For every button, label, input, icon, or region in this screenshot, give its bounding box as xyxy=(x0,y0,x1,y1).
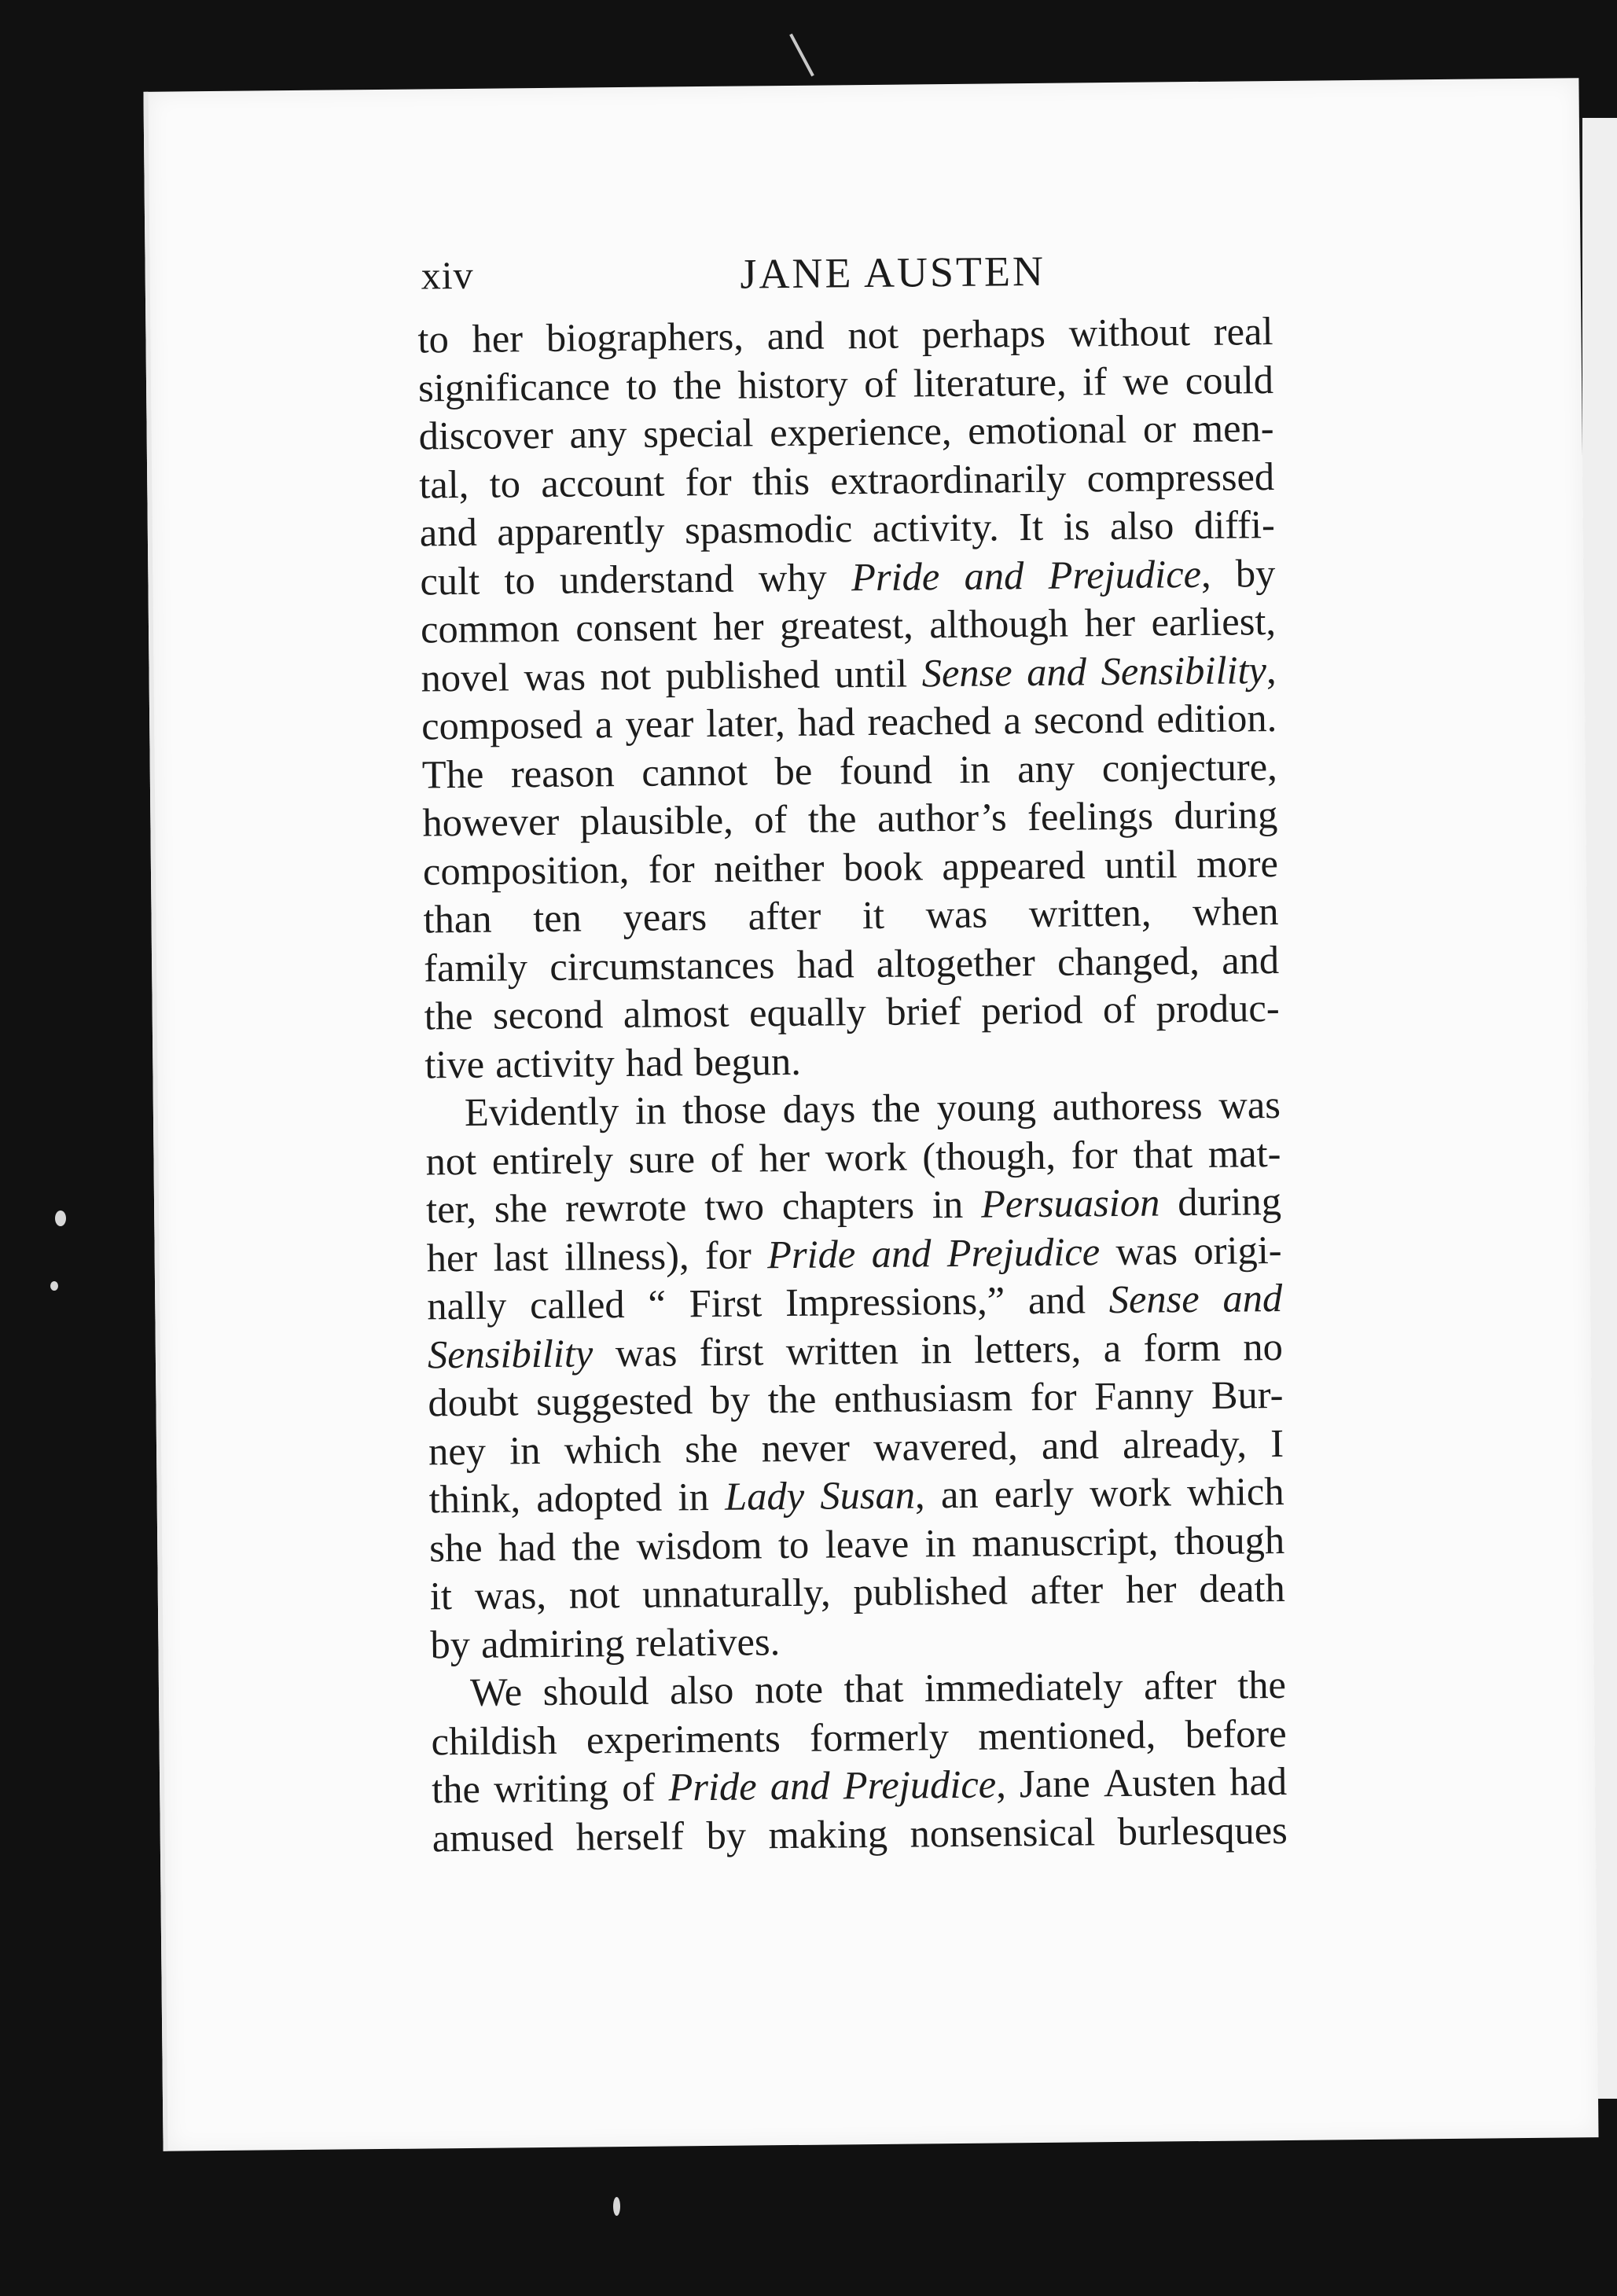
word: in xyxy=(959,747,990,792)
word: the xyxy=(1237,1662,1287,1707)
text-line xyxy=(426,1225,1282,1282)
word: greatest, xyxy=(779,602,914,648)
word: the xyxy=(767,1376,817,1422)
word: had xyxy=(498,1524,557,1570)
word: last xyxy=(493,1234,549,1280)
word: The xyxy=(421,751,484,796)
word: authoress xyxy=(1052,1082,1203,1129)
text-line xyxy=(421,597,1277,654)
word: before xyxy=(1185,1710,1287,1756)
word: it xyxy=(429,1574,453,1618)
word: any xyxy=(1016,745,1075,791)
word: this xyxy=(752,458,810,503)
word: not xyxy=(847,312,899,358)
word: letters, xyxy=(973,1325,1082,1372)
word: altogether xyxy=(876,939,1036,986)
word: had xyxy=(625,1039,683,1085)
word: discover xyxy=(418,412,554,458)
word: activity xyxy=(494,1040,615,1086)
word: amused xyxy=(432,1814,554,1860)
word: year xyxy=(625,701,694,746)
word: account xyxy=(541,459,665,505)
word: spasmodic xyxy=(684,506,853,553)
word: in xyxy=(509,1427,541,1472)
word: unnaturally, xyxy=(641,1570,831,1616)
word: immediately xyxy=(924,1663,1123,1710)
word: when xyxy=(1192,889,1279,935)
word: doubt xyxy=(428,1379,519,1425)
word: not xyxy=(568,1572,620,1617)
word: mentioned, xyxy=(978,1712,1156,1758)
word: written xyxy=(785,1328,899,1373)
text-line xyxy=(421,646,1277,703)
word: the xyxy=(672,362,722,407)
text-line xyxy=(430,1564,1286,1621)
word: Sense xyxy=(921,649,1012,695)
word: apparently xyxy=(497,508,665,554)
word: to xyxy=(504,557,535,602)
word: tive xyxy=(424,1041,485,1086)
word: by xyxy=(1235,550,1276,596)
text-line xyxy=(430,1612,1286,1669)
word: conjecture, xyxy=(1101,744,1277,790)
word: feelings xyxy=(1027,793,1154,839)
word: author’s xyxy=(876,795,1007,840)
word: edition. xyxy=(1156,696,1277,741)
text-line xyxy=(422,791,1278,847)
text-line xyxy=(431,1709,1287,1765)
word: during xyxy=(1174,792,1278,838)
scan-dust-speck xyxy=(50,1281,58,1291)
word: without xyxy=(1068,310,1191,355)
word: biographers, xyxy=(546,314,744,360)
word: It xyxy=(1018,504,1044,549)
word: the xyxy=(571,1523,621,1569)
word: neither xyxy=(713,845,825,891)
page-header xyxy=(421,244,1270,315)
word: she xyxy=(494,1185,548,1231)
word: no xyxy=(1243,1324,1284,1368)
text-line xyxy=(428,1371,1284,1427)
word: and xyxy=(964,553,1024,598)
word: sure xyxy=(628,1136,696,1181)
text-line xyxy=(420,501,1276,557)
scan-dust-speck xyxy=(55,1210,66,1226)
word: an xyxy=(940,1471,979,1517)
word: work xyxy=(825,1134,907,1180)
word: the xyxy=(431,1766,481,1812)
word: enthusiasm xyxy=(833,1375,1013,1421)
word: circumstances xyxy=(549,942,775,989)
word: mat- xyxy=(1207,1130,1281,1176)
word: a xyxy=(1003,698,1022,743)
text-line xyxy=(422,743,1278,799)
word: writing xyxy=(493,1765,609,1811)
word: origi- xyxy=(1193,1227,1282,1273)
word: Sensibility, xyxy=(1101,647,1277,693)
word: adopted xyxy=(536,1475,663,1521)
word: extraordinarily xyxy=(830,456,1067,502)
word: be xyxy=(774,748,813,793)
word: was xyxy=(524,653,586,699)
word: begun. xyxy=(693,1038,802,1084)
word: perhaps xyxy=(921,310,1046,357)
word: that xyxy=(843,1666,904,1711)
word: in xyxy=(634,1088,667,1133)
word: she xyxy=(428,1525,483,1570)
word: for xyxy=(648,846,695,891)
word: entirely xyxy=(491,1137,614,1183)
word: Pride xyxy=(851,553,940,599)
word: not xyxy=(425,1138,477,1183)
word: significance xyxy=(417,363,611,410)
word: her xyxy=(759,1135,810,1180)
text-line xyxy=(425,1129,1281,1185)
word: illness), xyxy=(564,1232,689,1279)
word: almost xyxy=(623,990,729,1037)
word: after xyxy=(1143,1662,1217,1708)
text-line xyxy=(432,1758,1288,1814)
text-line xyxy=(420,549,1276,606)
word: ney xyxy=(428,1428,487,1473)
word: Prejudice xyxy=(946,1229,1101,1275)
word: formerly xyxy=(809,1714,950,1760)
word: consent xyxy=(575,604,697,650)
word: appeared xyxy=(942,842,1086,888)
word: Lady xyxy=(724,1473,805,1519)
word: and xyxy=(766,313,825,358)
word: plausible, xyxy=(579,797,734,843)
word: Fanny xyxy=(1093,1373,1194,1419)
word: if xyxy=(1082,358,1108,403)
word: experiments xyxy=(586,1715,781,1762)
word: suggested xyxy=(535,1378,693,1424)
word: had xyxy=(797,700,855,744)
word: work xyxy=(1089,1470,1172,1515)
word: of xyxy=(1102,986,1137,1032)
text-line xyxy=(425,1081,1281,1137)
word: Persuasion xyxy=(980,1180,1160,1226)
word: also xyxy=(1109,503,1174,549)
word: real xyxy=(1213,309,1273,354)
word: the xyxy=(807,796,857,841)
word: reached xyxy=(867,698,991,744)
word: composed xyxy=(421,702,583,748)
word: was, xyxy=(474,1572,547,1618)
word: manuscript, xyxy=(972,1519,1159,1565)
word: admiring xyxy=(480,1620,625,1666)
word: after xyxy=(748,893,821,939)
text-line xyxy=(417,307,1273,364)
word: should xyxy=(542,1668,649,1714)
word: those xyxy=(682,1087,767,1133)
word: special xyxy=(642,410,754,456)
word: had xyxy=(796,941,854,986)
word: in xyxy=(924,1520,957,1565)
word: I xyxy=(1270,1420,1284,1465)
text-line xyxy=(424,1033,1281,1089)
word: had xyxy=(1229,1758,1288,1804)
text-line xyxy=(432,1806,1288,1862)
word: was xyxy=(1218,1082,1281,1127)
text-line xyxy=(419,453,1275,509)
word: could xyxy=(1185,357,1274,402)
word: written, xyxy=(1028,890,1152,936)
word: and xyxy=(1026,648,1087,694)
word: experience, xyxy=(769,408,952,455)
word: published xyxy=(665,652,821,697)
word: for xyxy=(1071,1132,1118,1177)
word: she xyxy=(684,1426,738,1471)
word: reason xyxy=(510,750,616,795)
word: in xyxy=(921,1327,952,1372)
word: burlesques xyxy=(1117,1807,1288,1853)
word: her xyxy=(472,316,524,361)
word: chapters xyxy=(781,1182,915,1229)
word: herself xyxy=(575,1813,685,1859)
word: of xyxy=(710,1136,744,1181)
word: which xyxy=(564,1427,662,1472)
word: ter, xyxy=(425,1186,477,1232)
word: Prejudice, xyxy=(843,1761,1007,1808)
word: ten xyxy=(532,895,582,941)
word: to xyxy=(626,363,658,408)
word: relatives. xyxy=(635,1618,781,1665)
word: composition, xyxy=(422,847,630,893)
word: cannot xyxy=(641,748,748,795)
word: and xyxy=(1222,1275,1283,1321)
word: Jane xyxy=(1019,1761,1090,1806)
word: understand xyxy=(559,556,734,602)
word: second xyxy=(492,992,604,1038)
word: Bur- xyxy=(1211,1372,1284,1417)
text-line xyxy=(431,1661,1287,1717)
word: and xyxy=(770,1763,830,1809)
word: rewrote xyxy=(564,1185,687,1230)
word: note xyxy=(754,1666,824,1712)
word: a xyxy=(1103,1325,1122,1370)
word: equally xyxy=(748,990,867,1035)
word: first xyxy=(699,1328,764,1374)
word: wisdom xyxy=(636,1522,763,1568)
word: childish xyxy=(431,1717,557,1763)
word: First xyxy=(689,1280,763,1326)
word: emotional xyxy=(967,406,1127,453)
word: young xyxy=(936,1084,1037,1130)
word: days xyxy=(782,1086,856,1132)
word: wavered, xyxy=(873,1423,1019,1469)
word: published xyxy=(853,1568,1009,1615)
text-line xyxy=(423,839,1279,896)
word: for xyxy=(704,1232,752,1277)
word: leave xyxy=(825,1521,910,1567)
word: early xyxy=(994,1471,1075,1516)
word: to xyxy=(417,317,450,362)
word: it xyxy=(862,892,885,938)
word: activity. xyxy=(872,505,999,550)
word: never xyxy=(761,1424,851,1470)
word: her xyxy=(1084,600,1136,645)
word: we xyxy=(1123,358,1170,403)
word: her xyxy=(426,1235,478,1280)
word: cult xyxy=(420,558,480,603)
word: already, xyxy=(1122,1420,1248,1467)
word: nonsensical xyxy=(910,1809,1096,1856)
word: Susan, xyxy=(820,1472,925,1518)
word: was xyxy=(1115,1228,1178,1273)
text-line xyxy=(424,936,1280,993)
word: after xyxy=(1030,1567,1104,1613)
word: why xyxy=(758,555,828,600)
word: that xyxy=(1133,1131,1193,1177)
word: not xyxy=(600,653,652,698)
word: Impressions,” xyxy=(785,1278,1005,1325)
word: form xyxy=(1143,1324,1222,1370)
word: Evidently xyxy=(464,1089,619,1134)
word: her xyxy=(1125,1567,1177,1611)
word: called xyxy=(529,1282,625,1328)
word: changed, xyxy=(1057,938,1200,984)
word: Sensibility xyxy=(427,1330,594,1376)
word: of xyxy=(863,361,898,406)
word: by xyxy=(706,1813,747,1857)
word: book xyxy=(843,843,924,889)
text-line xyxy=(428,1419,1284,1475)
word: Pride xyxy=(668,1764,757,1809)
word: produc- xyxy=(1156,986,1280,1031)
word: history xyxy=(737,361,848,407)
word: “ xyxy=(648,1281,667,1326)
text-line xyxy=(428,1322,1284,1379)
word: by xyxy=(430,1622,471,1666)
word: brief xyxy=(886,988,961,1034)
word: in xyxy=(678,1475,710,1519)
word: is xyxy=(1063,504,1090,549)
word: also xyxy=(669,1667,734,1713)
word: the xyxy=(871,1086,921,1130)
word: (though, xyxy=(922,1133,1057,1178)
word: Austen xyxy=(1103,1759,1217,1806)
word: by xyxy=(710,1377,751,1422)
scan-dust-speck xyxy=(613,2197,620,2216)
word: or xyxy=(1142,406,1177,451)
word: earliest, xyxy=(1151,599,1277,645)
word: and xyxy=(871,1230,932,1276)
text-line xyxy=(427,1274,1283,1331)
word: her xyxy=(712,604,764,648)
word: Pride xyxy=(766,1231,856,1277)
word: making xyxy=(768,1811,888,1857)
word: though xyxy=(1174,1517,1285,1563)
word: novel xyxy=(421,654,510,700)
word: was xyxy=(925,891,988,937)
text-line xyxy=(423,887,1279,944)
word: although xyxy=(929,601,1069,647)
word: the xyxy=(424,993,473,1038)
word: two xyxy=(704,1184,765,1229)
word: a xyxy=(594,702,613,747)
word: and xyxy=(1221,937,1280,983)
word: and xyxy=(419,509,478,555)
text-line xyxy=(428,1468,1284,1524)
word: think, xyxy=(428,1476,521,1522)
word: family xyxy=(423,944,528,990)
word: compressed xyxy=(1086,454,1275,500)
word: and xyxy=(1041,1422,1100,1468)
word: which xyxy=(1186,1468,1284,1515)
word: until xyxy=(834,651,908,696)
word: men- xyxy=(1192,406,1274,451)
book-page xyxy=(143,78,1598,2151)
text-line xyxy=(426,1177,1282,1234)
word: of xyxy=(753,797,788,842)
word: We xyxy=(469,1670,523,1714)
word: of xyxy=(621,1765,656,1810)
word: later, xyxy=(706,700,785,745)
word: however xyxy=(422,799,560,845)
page-number: xiv xyxy=(421,252,474,298)
word: to xyxy=(777,1522,810,1567)
word: common xyxy=(420,605,560,652)
word: was xyxy=(615,1329,678,1375)
scan-edge-mark xyxy=(789,34,814,77)
word: in xyxy=(932,1181,964,1227)
text-line xyxy=(429,1515,1285,1572)
word: period xyxy=(981,987,1083,1033)
word: and xyxy=(1027,1277,1086,1323)
word: Prejudice, xyxy=(1048,551,1211,597)
text-line xyxy=(418,356,1274,413)
text-line xyxy=(418,404,1274,461)
word: any xyxy=(569,411,627,457)
body-text xyxy=(417,307,1288,1862)
word: for xyxy=(685,459,732,504)
word: death xyxy=(1199,1565,1286,1611)
word: nally xyxy=(427,1283,507,1328)
word: until xyxy=(1104,841,1178,887)
text-line xyxy=(424,984,1280,1041)
word: second xyxy=(1033,696,1145,742)
word: than xyxy=(423,896,492,942)
word: for xyxy=(1030,1374,1077,1420)
word: Sense xyxy=(1108,1277,1200,1322)
word: found xyxy=(839,747,932,792)
word: tal, xyxy=(419,461,469,506)
text-line xyxy=(421,694,1277,751)
word: more xyxy=(1196,840,1279,886)
word: diffi- xyxy=(1193,502,1276,548)
running-head: JANE AUSTEN xyxy=(740,247,1046,298)
word: literature, xyxy=(913,359,1067,405)
word: during xyxy=(1177,1178,1282,1225)
word: to xyxy=(489,461,521,506)
word: years xyxy=(623,894,707,940)
